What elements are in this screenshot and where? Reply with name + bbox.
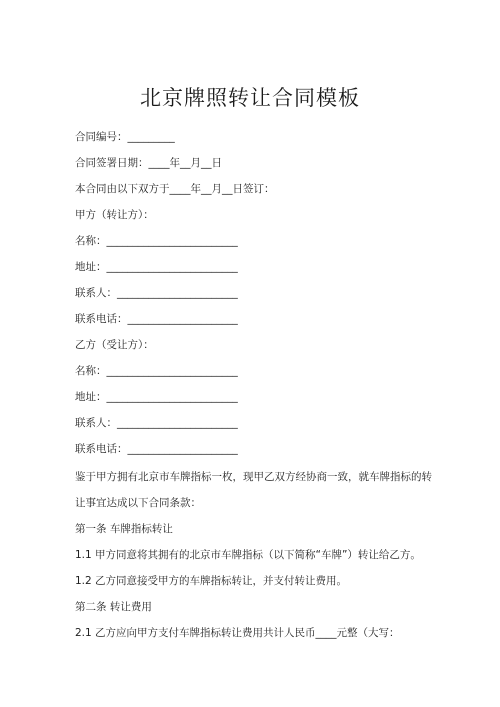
party-a-contact-line: 联系人：_______________________ [75, 287, 238, 299]
party-a-heading: 甲方（转让方）： [75, 209, 154, 221]
party-b-address-line: 地址：_________________________ [75, 391, 238, 403]
party-b-phone-line: 联系电话：_____________________ [75, 443, 238, 455]
clause-1-1: 1.1 甲方同意将其拥有的北京市车牌指标（以下简称“车牌”）转让给乙方。 [75, 549, 421, 561]
intro-line: 本合同由以下双方于____年__月__日签订： [75, 183, 275, 195]
party-b-name-line: 名称：_________________________ [75, 365, 238, 377]
article-1-heading: 第一条 车牌指标转让 [75, 523, 173, 535]
clause-2-1: 2.1 乙方应向甲方支付车牌指标转让费用共计人民币____元整（大写： [75, 627, 400, 639]
party-b-contact-line: 联系人：_______________________ [75, 417, 238, 429]
recital-line-2: 让事宜达成以下合同条款： [75, 497, 201, 509]
party-b-heading: 乙方（受让方）： [75, 339, 154, 351]
signing-date-line: 合同签署日期：____年__月__日 [75, 157, 222, 169]
document-title: 北京牌照转让合同模板 [140, 86, 360, 110]
party-a-phone-line: 联系电话：_____________________ [75, 313, 238, 325]
party-a-address-line: 地址：_________________________ [75, 261, 238, 273]
article-2-heading: 第二条 转让费用 [75, 601, 152, 613]
party-a-name-line: 名称：_________________________ [75, 235, 238, 247]
contract-number-line: 合同编号：_________ [75, 131, 175, 143]
clause-1-2: 1.2 乙方同意接受甲方的车牌指标转让，并支付转让费用。 [75, 575, 348, 587]
recital-line-1: 鉴于甲方拥有北京市车牌指标一枚，现甲乙双方经协商一致，就车牌指标的转 [75, 471, 432, 483]
